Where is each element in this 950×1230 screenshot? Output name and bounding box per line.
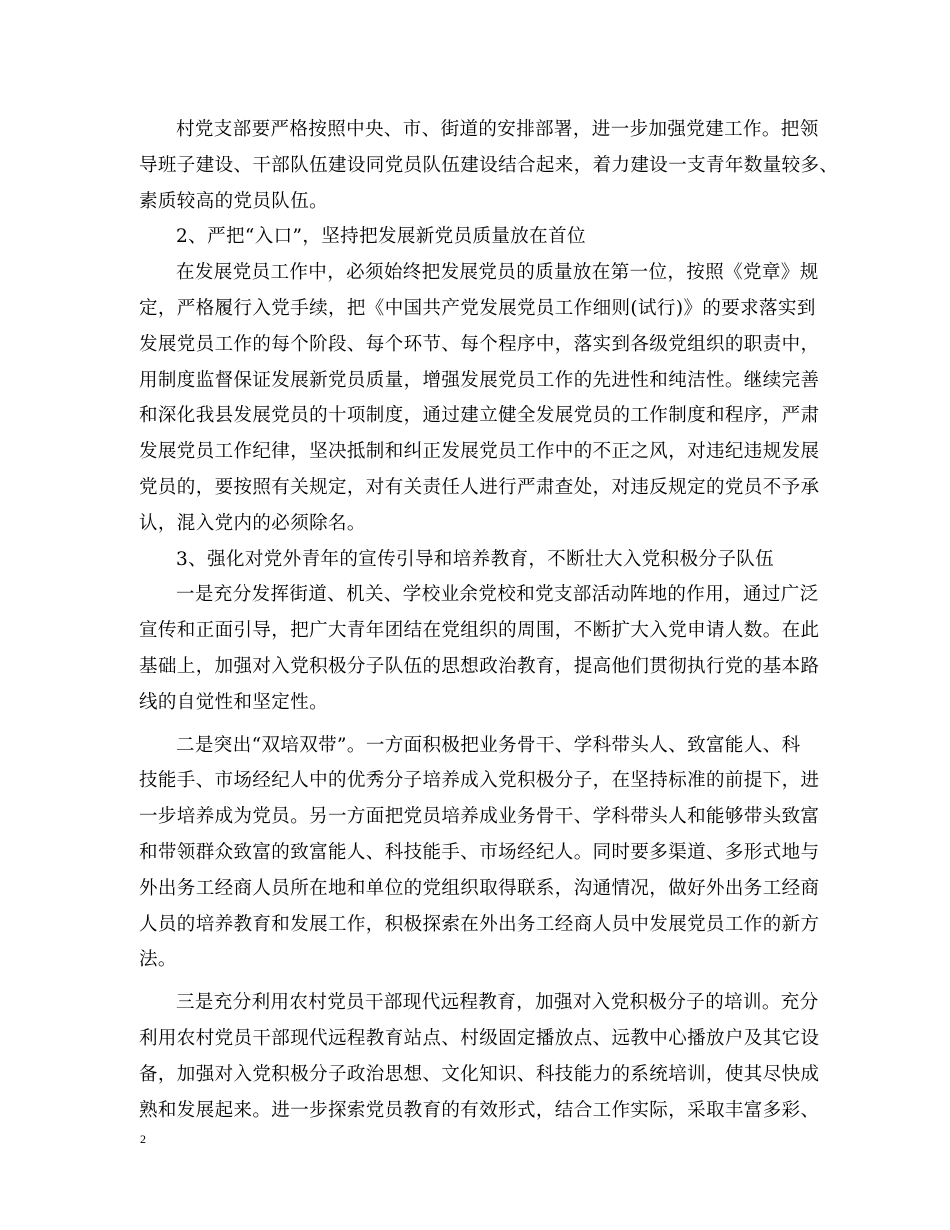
section-heading: 3、强化对党外青年的宣传引导和培养教育，不断壮大入党积极分子队伍 — [176, 548, 775, 570]
page-number: 2 — [140, 1132, 146, 1146]
text-line: 和深化我县发展党员的十项制度，通过建立健全发展党员的工作制度和程序，严肃 — [139, 405, 820, 427]
text-line: 线的自觉性和坚定性。 — [139, 691, 329, 713]
text-line: 外出务工经商人员所在地和单位的党组织取得联系，沟通情况，做好外出务工经商 — [139, 877, 820, 899]
text-line: 发展党员工作的每个阶段、每个环节、每个程序中，落实到各级党组织的职责中， — [139, 333, 820, 355]
text-line: 二是突出“双培双带”。一方面积极把业务骨干、学科带头人、致富能人、科 — [176, 734, 801, 756]
text-line: 人员的培养教育和发展工作，积极探索在外出务工经商人员中发展党员工作的新方 — [139, 913, 820, 935]
body-text — [139, 112, 839, 1128]
text-line: 在发展党员工作中，必须始终把发展党员的质量放在第一位，按照《党章》规 — [176, 262, 819, 284]
text-line: 发展党员工作纪律，坚决抵制和纠正发展党员工作中的不正之风，对违纪违规发展 — [139, 441, 820, 463]
text-line: 利用农村党员干部现代远程教育站点、村级固定播放点、远教中心播放户及其它设 — [139, 1027, 820, 1049]
text-line: 村党支部要严格按照中央、市、街道的安排部署，进一步加强党建工作。把领 — [176, 119, 819, 140]
text-line: 备，加强对入党积极分子政治思想、文化知识、科技能力的系统培训，使其尽快成 — [139, 1063, 820, 1085]
text-line: 宣传和正面引导，把广大青年团结在党组织的周围，不断扩大入党申请人数。在此 — [139, 620, 820, 642]
text-line: 基础上，加强对入党积极分子队伍的思想政治教育，提高他们贯彻执行党的基本路 — [139, 655, 820, 677]
text-line: 熟和发展起来。进一步探索党员教育的有效形式，结合工作实际，采取丰富多彩、 — [139, 1099, 820, 1121]
text-line: 和带领群众致富的致富能人、科技能手、市场经纪人。同时要多渠道、多形式地与 — [139, 841, 820, 863]
text-line: 一步培养成为党员。另一方面把党员培养成业务骨干、学科带头人和能够带头致富 — [139, 806, 820, 828]
text-line: 一是充分发挥街道、机关、学校业余党校和党支部活动阵地的作用，通过广泛 — [176, 584, 819, 606]
text-line: 三是充分利用农村党员干部现代远程教育，加强对入党积极分子的培训。充分 — [176, 992, 819, 1014]
text-line: 认，混入党内的必须除名。 — [139, 512, 366, 534]
text-line: 导班子建设、干部队伍建设同党员队伍建设结合起来，着力建设一支青年数量较多、 — [139, 154, 839, 176]
text-line: 素质较高的党员队伍。 — [139, 190, 329, 212]
text-line: 定，严格履行入党手续，把《中国共产党发展党员工作细则(试行)》的要求落实到 — [139, 297, 816, 319]
text-line: 技能手、市场经纪人中的优秀分子培养成入党积极分子，在坚持标准的前提下，进 — [139, 770, 820, 792]
text-line: 党员的，要按照有关规定，对有关责任人进行严肃查处，对违反规定的党员不予承 — [139, 476, 820, 498]
text-line: 法。 — [139, 949, 177, 971]
section-heading: 2、严把“入口”，坚持把发展新党员质量放在首位 — [176, 226, 586, 248]
text-line: 用制度监督保证发展新党员质量，增强发展党员工作的先进性和纯洁性。继续完善 — [139, 369, 820, 391]
